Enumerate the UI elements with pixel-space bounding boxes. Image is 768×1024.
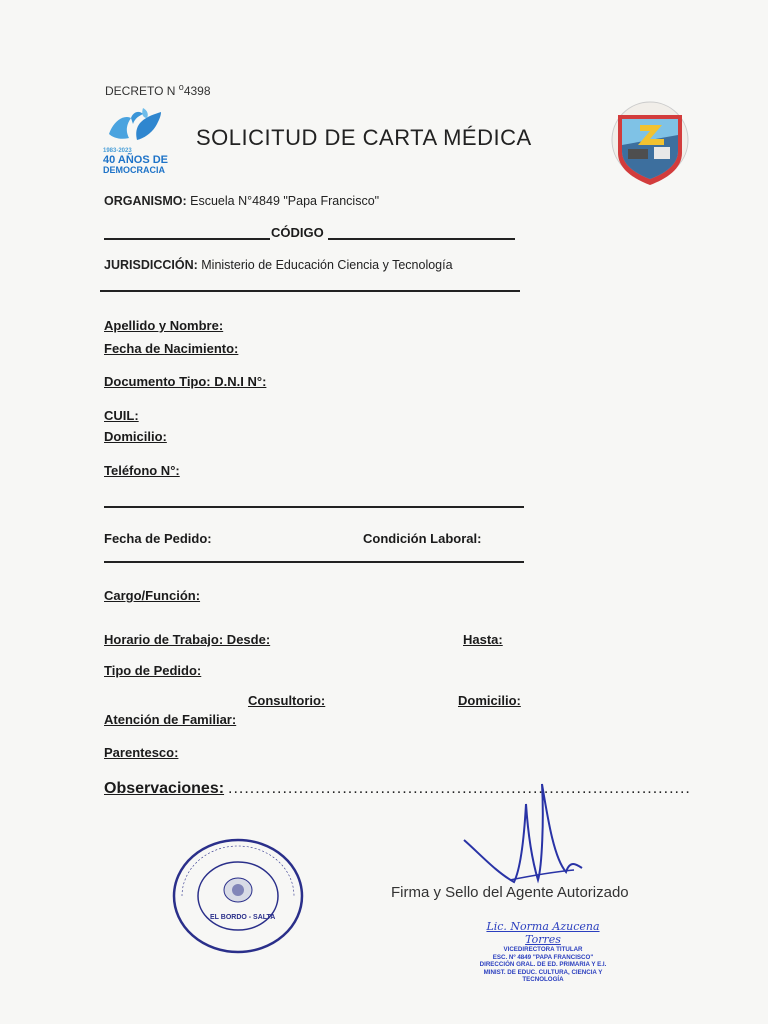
consultorio-option[interactable]: Consultorio: xyxy=(248,693,326,708)
stamp-line: MINIST. DE EDUC. CULTURA, CIENCIA Y TECNOLOGÍA xyxy=(483,968,603,983)
observaciones-label: Observaciones: xyxy=(104,780,225,797)
stamp-line: DIRECCIÓN GRAL. DE ED. PRIMARIA Y E.I. xyxy=(479,961,607,968)
stamp-line: ESC. Nº 4849 "PAPA FRANCISCO" xyxy=(492,953,594,961)
authority-stamp xyxy=(468,920,618,984)
jurisdiccion-value: Ministerio de Educación Ciencia y Tecnología xyxy=(201,258,453,272)
codigo-left-line xyxy=(104,238,270,240)
fecha-nacimiento-field[interactable]: Fecha de Nacimiento: xyxy=(104,341,239,356)
democracia-logo xyxy=(103,104,175,174)
logo-line1: 40 AÑOS DE xyxy=(103,154,169,166)
jurisdiccion-row xyxy=(104,258,453,272)
fecha-pedido-field[interactable]: Fecha de Pedido: xyxy=(104,531,212,546)
organismo-value: Escuela N°4849 "Papa Francisco" xyxy=(190,194,380,208)
codigo-right-line[interactable] xyxy=(328,238,515,240)
cuil-field[interactable]: CUIL: xyxy=(104,408,139,423)
apellido-field[interactable]: Apellido y Nombre: xyxy=(104,318,224,333)
condicion-laboral-field[interactable]: Condición Laboral: xyxy=(363,531,482,546)
atencion-familiar-field[interactable]: Atención de Familiar: xyxy=(104,712,237,727)
decreto-number: DECRETO N $^o$4398 xyxy=(105,82,211,98)
parentesco-field[interactable]: Parentesco: xyxy=(104,745,179,760)
observaciones-field[interactable]: ..................................................................................... xyxy=(228,780,691,797)
hasta-field[interactable]: Hasta: xyxy=(463,632,503,647)
hands-dove-icon xyxy=(103,104,167,150)
horario-desde-field[interactable]: Horario de Trabajo: Desde: xyxy=(104,632,271,647)
signature-icon xyxy=(450,780,590,900)
codigo-label: CÓDIGO xyxy=(271,225,324,240)
domicilio-field[interactable]: Domicilio: xyxy=(104,429,167,444)
documento-field[interactable]: Documento Tipo: D.N.I N°: xyxy=(104,374,267,389)
divider xyxy=(104,506,524,508)
organismo-label: ORGANISMO: xyxy=(104,194,187,208)
telefono-field[interactable]: Teléfono N°: xyxy=(104,463,180,478)
tipo-pedido-field[interactable]: Tipo de Pedido: xyxy=(104,663,202,678)
logo-line2: DEMOCRACIA xyxy=(103,165,165,175)
logo-years: 1983-2023 xyxy=(103,148,132,154)
domicilio-option[interactable]: Domicilio: xyxy=(458,693,521,708)
page-title: SOLICITUD DE CARTA MÉDICA xyxy=(196,125,532,150)
school-crest-icon xyxy=(610,95,690,190)
cargo-field[interactable]: Cargo/Función: xyxy=(104,588,201,603)
divider xyxy=(104,561,524,563)
stamp-name: Lic. Norma Azucena Torres xyxy=(486,920,600,946)
firma-label: Firma y Sello del Agente Autorizado xyxy=(391,884,629,901)
seal-bottom-text: EL BORDO - SALTA xyxy=(210,914,276,921)
divider xyxy=(100,290,520,292)
school-seal-icon xyxy=(172,838,304,954)
jurisdiccion-label: JURISDICCIÓN: xyxy=(104,258,198,272)
organismo-row xyxy=(104,194,379,208)
stamp-line: VICEDIRECTORA TITULAR xyxy=(503,946,583,953)
